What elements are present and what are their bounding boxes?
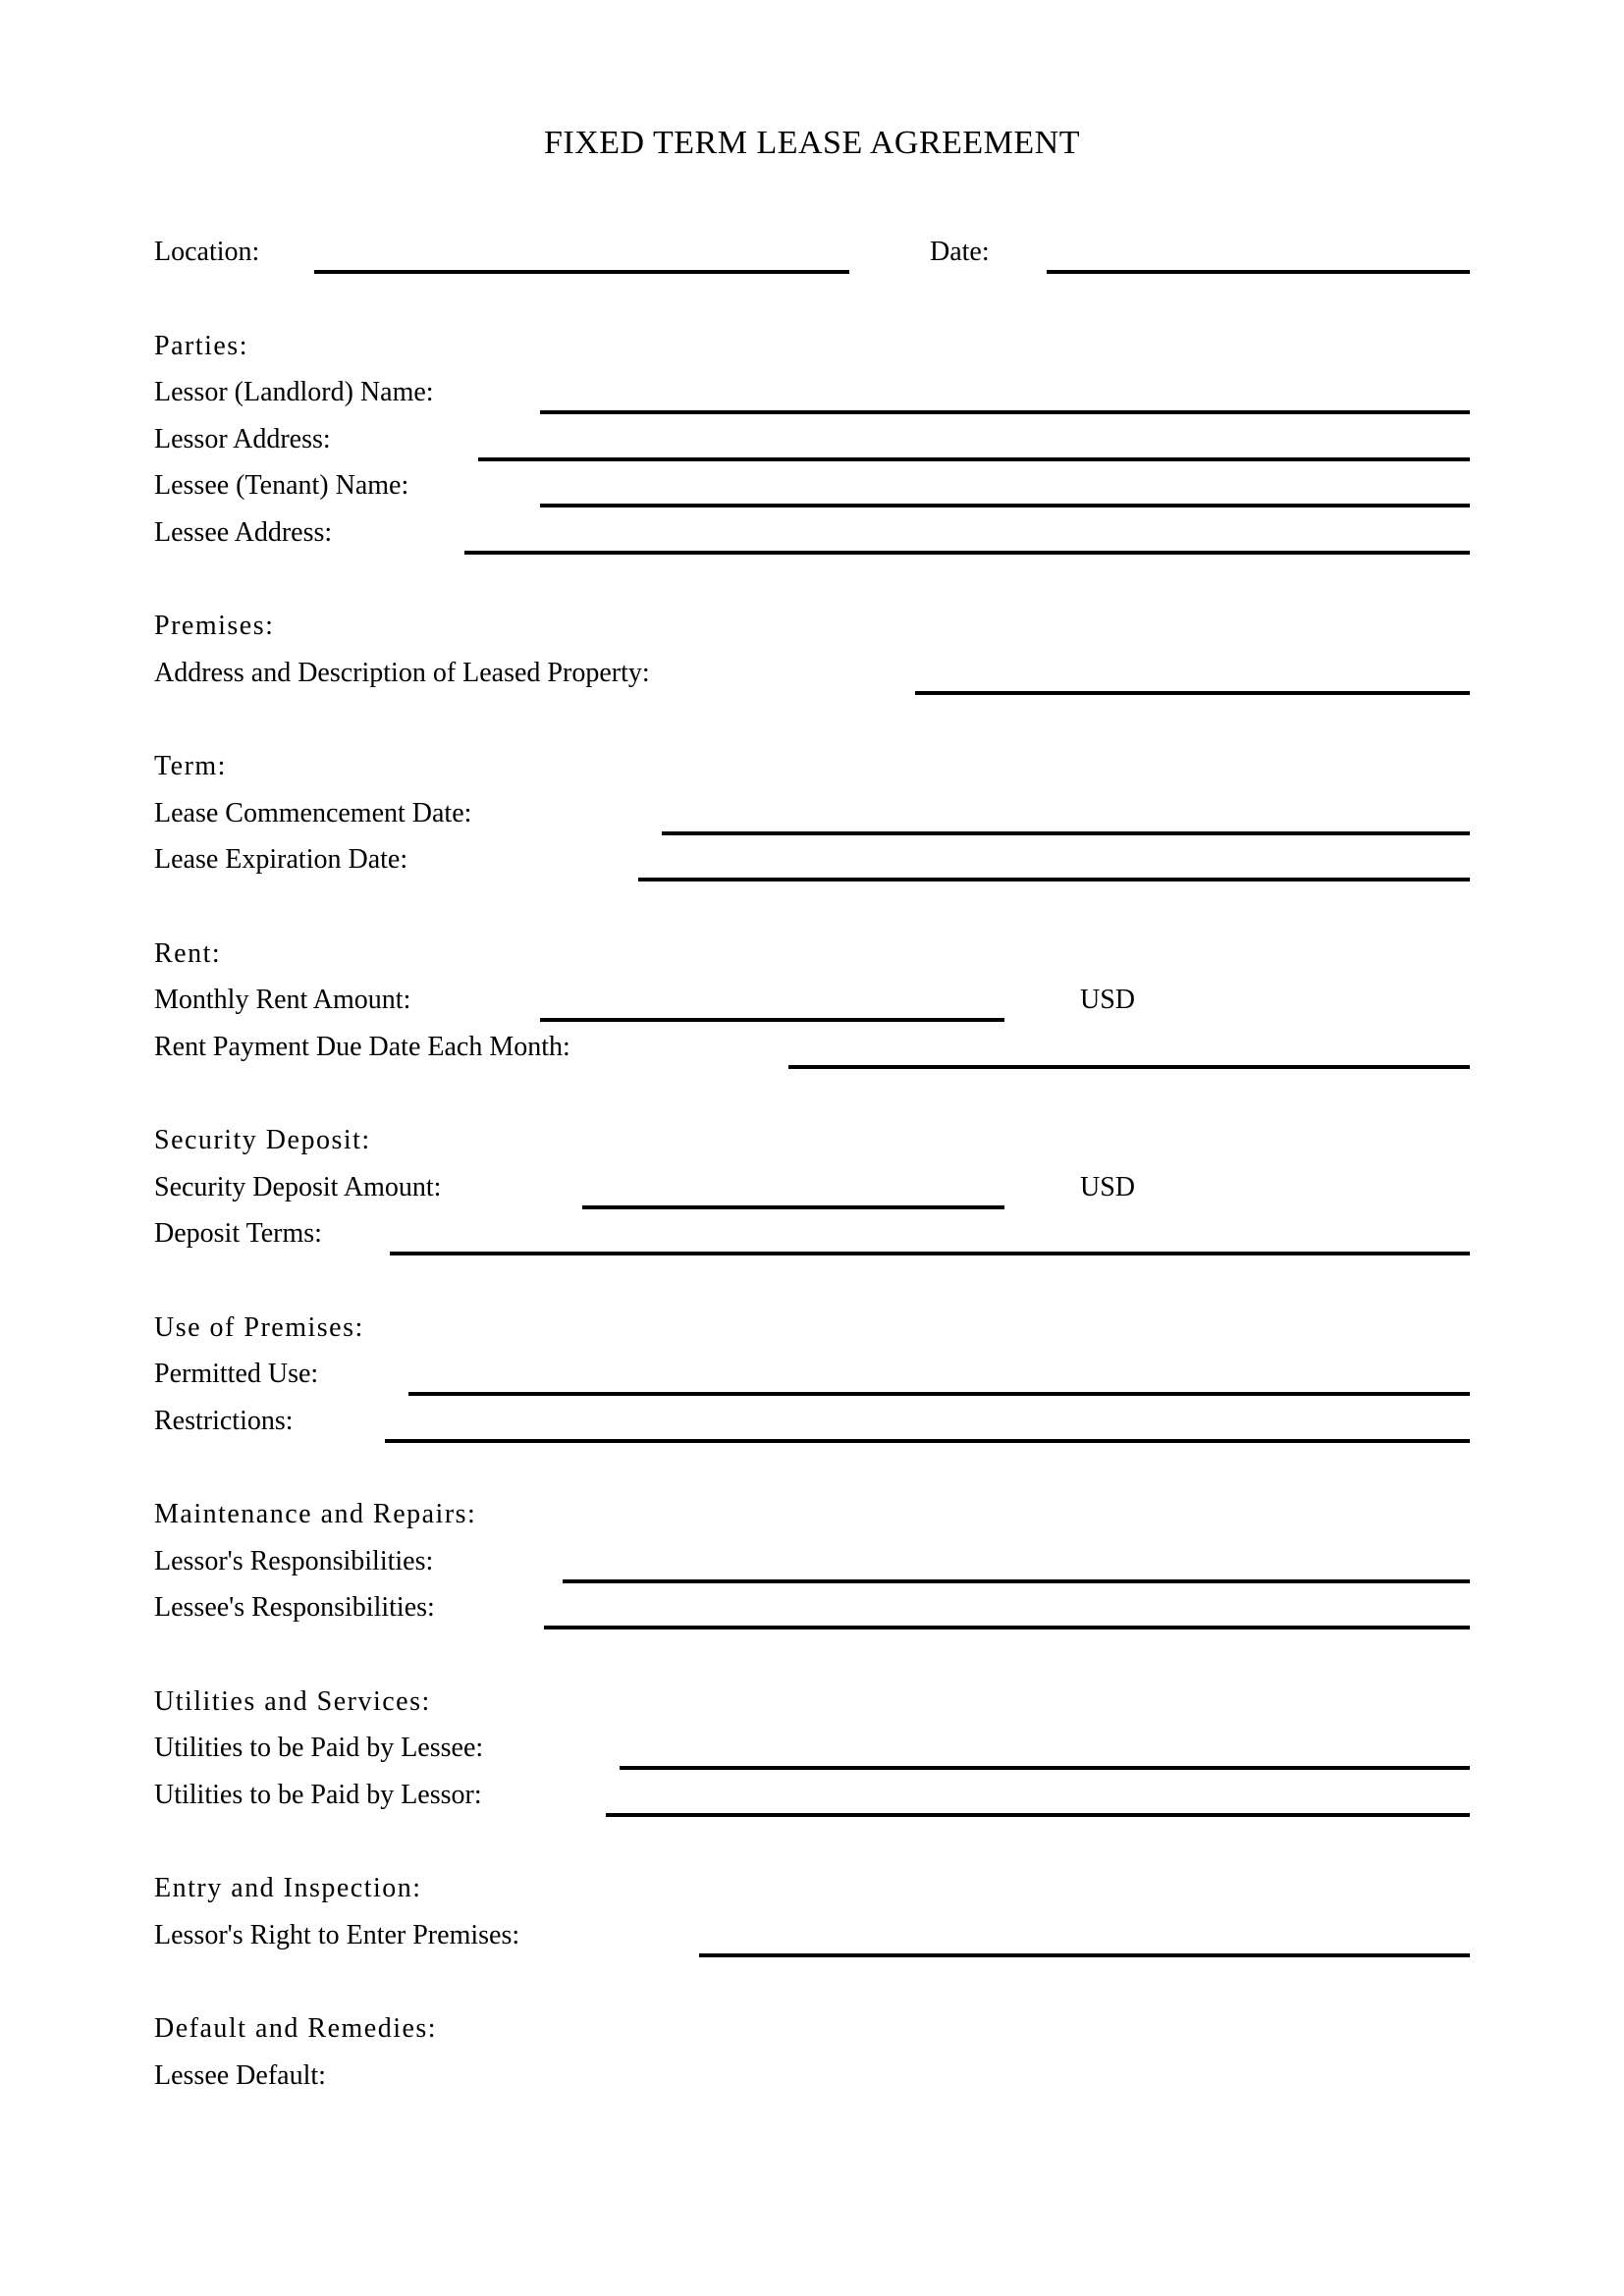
term-section-heading-row xyxy=(154,750,1470,797)
expiration-date-input-line[interactable] xyxy=(638,878,1470,881)
right-to-enter-row xyxy=(154,1919,1470,1966)
permitted-use-input-line[interactable] xyxy=(408,1392,1470,1396)
lessee-default-row xyxy=(154,2059,1470,2107)
deposit-terms-label: Deposit Terms: xyxy=(154,1218,322,1249)
monthly-rent-input-line[interactable] xyxy=(540,1018,1004,1022)
utilities-lessee-row xyxy=(154,1732,1470,1779)
rent-due-date-input-line[interactable] xyxy=(788,1065,1470,1069)
maintenance-heading: Maintenance and Repairs: xyxy=(154,1499,477,1529)
rent-heading: Rent: xyxy=(154,937,222,969)
lessee-responsibilities-row xyxy=(154,1591,1470,1638)
utilities-section-heading-row xyxy=(154,1685,1470,1733)
premises-section-heading-row xyxy=(154,610,1470,657)
restrictions-row xyxy=(154,1405,1470,1452)
date-label: Date: xyxy=(930,237,990,267)
deposit-terms-row xyxy=(154,1217,1470,1264)
rent-due-date-row xyxy=(154,1031,1470,1078)
lessee-responsibilities-input-line[interactable] xyxy=(544,1626,1470,1629)
commencement-date-label: Lease Commencement Date: xyxy=(154,797,472,828)
security-deposit-amount-input-line[interactable] xyxy=(582,1205,1004,1209)
security-deposit-section-heading-row xyxy=(154,1124,1470,1171)
utilities-lessor-label: Utilities to be Paid by Lessor: xyxy=(154,1779,482,1810)
location-input-line[interactable] xyxy=(314,270,849,274)
utilities-lessor-row xyxy=(154,1779,1470,1826)
lessor-address-input-line[interactable] xyxy=(478,457,1470,461)
monthly-rent-row xyxy=(154,984,1470,1031)
commencement-date-row xyxy=(154,797,1470,844)
date-input-line[interactable] xyxy=(1047,270,1470,274)
lessor-responsibilities-label: Lessor's Responsibilities: xyxy=(154,1545,434,1576)
lessor-responsibilities-input-line[interactable] xyxy=(563,1579,1470,1583)
location-label: Location: xyxy=(154,237,260,267)
rent-due-date-label: Rent Payment Due Date Each Month: xyxy=(154,1031,570,1062)
monthly-rent-label: Monthly Rent Amount: xyxy=(154,985,411,1015)
lessee-address-row xyxy=(154,516,1470,563)
entry-inspection-heading: Entry and Inspection: xyxy=(154,1873,422,1903)
security-deposit-heading: Security Deposit: xyxy=(154,1125,371,1155)
utilities-lessee-label: Utilities to be Paid by Lessee: xyxy=(154,1733,484,1763)
premises-address-row xyxy=(154,657,1470,704)
lessor-name-input-line[interactable] xyxy=(540,410,1470,414)
lessee-responsibilities-label: Lessee's Responsibilities: xyxy=(154,1592,435,1623)
lessor-address-row xyxy=(154,423,1470,470)
rent-section-heading-row xyxy=(154,937,1470,985)
deposit-terms-input-line[interactable] xyxy=(390,1252,1470,1255)
restrictions-label: Restrictions: xyxy=(154,1405,294,1436)
lessee-address-label: Lessee Address: xyxy=(154,516,333,548)
lessor-responsibilities-row xyxy=(154,1545,1470,1592)
form-content xyxy=(154,236,1470,2106)
entry-inspection-section-heading-row xyxy=(154,1872,1470,1919)
right-to-enter-label: Lessor's Right to Enter Premises: xyxy=(154,1919,520,1950)
commencement-date-input-line[interactable] xyxy=(662,831,1470,835)
lessor-address-label: Lessor Address: xyxy=(154,423,331,454)
expiration-date-label: Lease Expiration Date: xyxy=(154,844,408,875)
term-heading: Term: xyxy=(154,751,227,781)
lessee-address-input-line[interactable] xyxy=(464,551,1470,555)
security-deposit-currency-label: USD xyxy=(1080,1171,1136,1202)
monthly-rent-currency-label: USD xyxy=(1080,985,1136,1015)
expiration-date-row xyxy=(154,843,1470,890)
use-of-premises-heading: Use of Premises: xyxy=(154,1311,364,1343)
permitted-use-row xyxy=(154,1358,1470,1405)
utilities-lessor-input-line[interactable] xyxy=(606,1813,1470,1817)
utilities-heading: Utilities and Services: xyxy=(154,1685,431,1717)
right-to-enter-input-line[interactable] xyxy=(699,1953,1470,1957)
restrictions-input-line[interactable] xyxy=(385,1439,1470,1443)
premises-address-input-line[interactable] xyxy=(915,691,1470,695)
document-title: FIXED TERM LEASE AGREEMENT xyxy=(544,125,1080,161)
default-remedies-heading: Default and Remedies: xyxy=(154,2013,438,2044)
maintenance-section-heading-row xyxy=(154,1498,1470,1545)
parties-section-heading-row xyxy=(154,330,1470,377)
premises-heading: Premises: xyxy=(154,611,275,641)
lessee-default-label: Lessee Default: xyxy=(154,2059,326,2091)
security-deposit-amount-row xyxy=(154,1171,1470,1218)
lessor-name-row xyxy=(154,376,1470,423)
premises-address-label: Address and Description of Leased Property: xyxy=(154,657,650,688)
parties-heading: Parties: xyxy=(154,330,248,361)
lessor-name-label: Lessor (Landlord) Name: xyxy=(154,377,434,407)
security-deposit-amount-label: Security Deposit Amount: xyxy=(154,1171,442,1202)
lessee-name-label: Lessee (Tenant) Name: xyxy=(154,470,409,501)
permitted-use-label: Permitted Use: xyxy=(154,1359,319,1389)
utilities-lessee-input-line[interactable] xyxy=(620,1766,1470,1770)
use-of-premises-section-heading-row xyxy=(154,1311,1470,1359)
location-date-row xyxy=(154,236,1470,283)
lessee-name-input-line[interactable] xyxy=(540,504,1470,507)
lessee-name-row xyxy=(154,469,1470,516)
default-remedies-section-heading-row xyxy=(154,2012,1470,2059)
